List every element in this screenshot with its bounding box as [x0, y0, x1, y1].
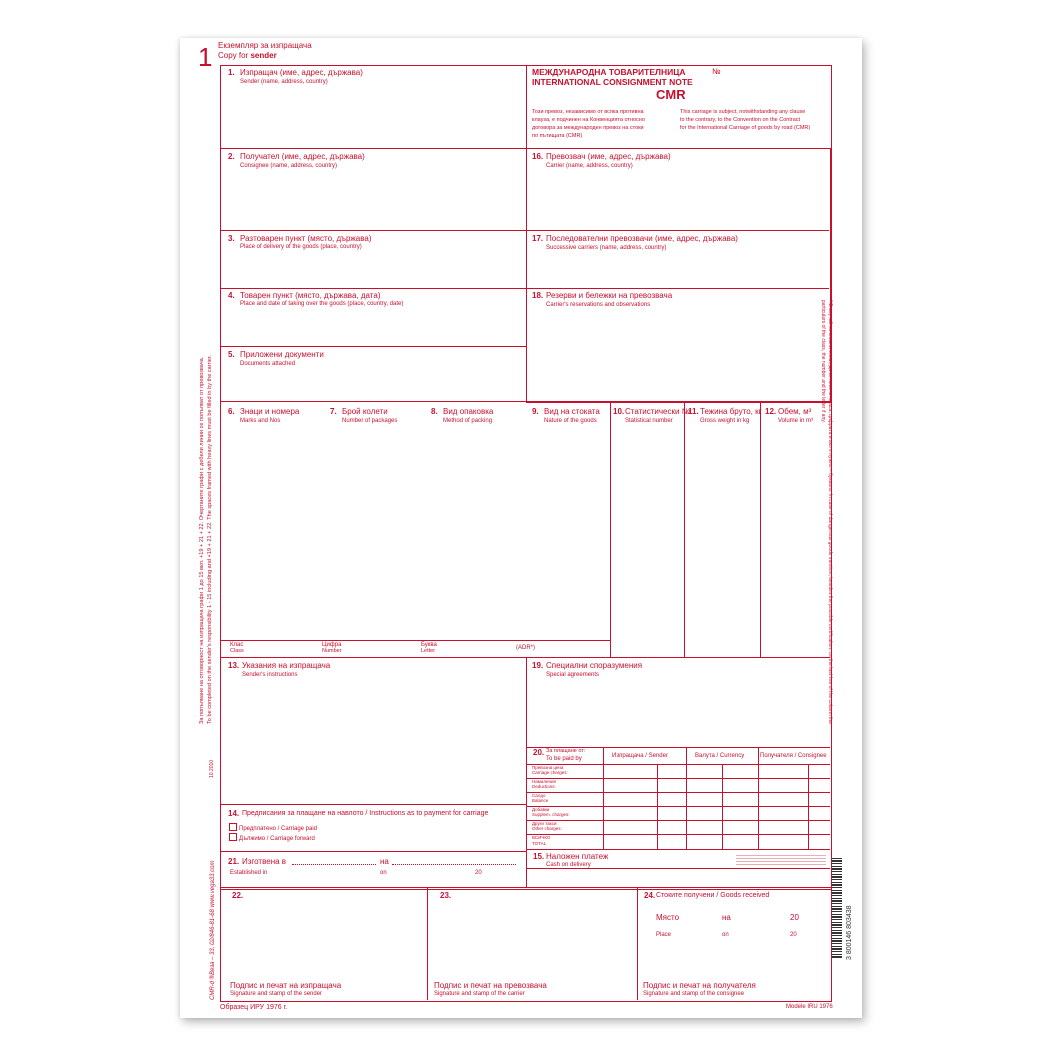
b9-label-en: Nature of the goods	[544, 418, 597, 424]
b14-label: Предписания за плащане на навлото / Instructions as to payment for carriage	[242, 810, 489, 817]
t20-label-en: To be paid by	[546, 756, 582, 762]
vline-23-24	[637, 887, 638, 1000]
t20-row-label-en: Other charges:	[532, 826, 562, 831]
adr-class-bg: Клас	[230, 642, 244, 648]
t20-row2	[526, 792, 830, 793]
line-14-21	[220, 851, 526, 852]
vline-goods-10-11	[684, 401, 685, 657]
clause-bg-2: клауза, е подчинен на Конвенцията относно	[532, 117, 645, 123]
b3-num: 3.	[228, 234, 235, 243]
b24-sig-en: Signature and stamp of the consignee	[643, 991, 745, 997]
b18-label-bg: Резерви и бележки на превозвача	[546, 291, 673, 300]
b14-num: 14.	[228, 809, 240, 818]
t20-label-bg: За плащане от:	[546, 748, 586, 754]
title-bg: МЕЖДУНАРОДНА ТОВАРИТЕЛНИЦА	[532, 67, 686, 77]
t20-vline-1	[603, 747, 604, 849]
b21-label-na: на	[380, 857, 389, 866]
b24-on: on	[722, 932, 729, 938]
clause-en-1: This carriage is subject, notwithstanding any clause	[680, 109, 806, 115]
printer-imprint: CMR-d ®Веза – 33, 02/846-81-68 www.vega33.com	[210, 860, 216, 1000]
clause-en-2: to the contrary, to the Convention on the Contract	[680, 117, 801, 123]
b21-date-dots[interactable]	[392, 864, 516, 865]
carriage-forward-checkbox[interactable]	[229, 833, 315, 842]
b18-label-en: Carrier's reservations and observations	[546, 302, 651, 308]
side-note-en: To be completed on the sender's responsibility 1 - 15 including and +19 + 21 + 22. The spaces framed with heavy lines must be filled in by the carrier.	[207, 355, 213, 724]
b24-year: 20	[790, 913, 799, 922]
b16-label-bg: Превозвач (име, адрес, държава)	[546, 152, 671, 161]
special-agreements-field[interactable]	[528, 682, 826, 745]
b24-sig-bg: Подпис и печат на получателя	[643, 981, 756, 990]
b5-label-en: Documents attached	[240, 361, 296, 367]
copy-number: 1	[198, 42, 213, 72]
checkbox-icon	[229, 823, 237, 831]
line-b3-b4	[220, 288, 526, 289]
b21-label-bg: Изготвена в	[242, 857, 287, 866]
b5-num: 5.	[228, 350, 235, 359]
carrier-reservations-field[interactable]	[528, 312, 826, 398]
b23-sig-en: Signature and stamp of the carrier	[434, 991, 525, 997]
b11-label-en: Gross weight in kg	[700, 418, 750, 424]
carriage-paid-label: Предплатено / Carriage paid	[239, 826, 317, 832]
footer-left: Образец ИРУ 1976 г.	[220, 1004, 288, 1011]
b1-label-en: Sender (name, address, country)	[240, 79, 328, 85]
b13-num: 13.	[228, 661, 240, 670]
b9-num: 9.	[532, 407, 539, 416]
sender-signature-area[interactable]	[222, 904, 425, 980]
t20-row-label-en: Supplem. charges:	[532, 812, 570, 817]
t20-header-bottom	[526, 764, 830, 765]
adr-number-en: Number	[322, 648, 342, 654]
t20-row-label-en: Carriage charges:	[532, 770, 568, 775]
b17-num: 17.	[532, 234, 544, 243]
b21-place-dots[interactable]	[292, 864, 376, 865]
vline-goods-9-10	[610, 401, 611, 657]
line-b16-b17	[526, 230, 829, 231]
b11-num: 11.	[688, 407, 699, 416]
b18-num: 18.	[532, 291, 544, 300]
consignee-signature-area[interactable]	[639, 944, 827, 980]
b8-label-bg: Вид опаковка	[443, 407, 494, 416]
b4-label-en: Place and date of taking over the goods (place, country, date)	[240, 301, 404, 307]
barcode	[832, 858, 842, 958]
carriage-forward-label: Дължимо / Carriage forward	[239, 836, 315, 842]
edition-date: 10.2010	[209, 759, 215, 778]
b19-label-en: Special agreements	[546, 672, 600, 678]
t20-num: 20.	[533, 748, 545, 757]
b4-num: 4.	[228, 291, 235, 300]
t20-row-label-en: TOTAL	[532, 841, 547, 846]
vline-goods-11-12	[760, 401, 761, 657]
b15-label-en: Cash on delivery	[546, 862, 591, 868]
line-goods-bottom	[220, 657, 830, 658]
dangerous-goods-note: * В случай на опасни стоки, да се посочи: класа, цифрата и ако е нужно – буквата. In case of dangerous goods mention, besides the possible certification, on the last line of the column the particulars of the class, the number and the letter if any.	[820, 300, 833, 724]
b13-label-bg: Указания на изпращача	[242, 661, 331, 670]
adr-label: (ADR*)	[516, 645, 535, 651]
line-b4-b5	[220, 346, 526, 347]
clause-bg-4: по пътищата (CMR)	[532, 133, 583, 139]
b21-label-on: on	[380, 870, 387, 876]
line-b5-goods	[220, 401, 830, 402]
b15-label-bg: Наложен платеж	[546, 852, 609, 861]
title-cmr: CMR	[656, 87, 686, 102]
vline-top-middle	[526, 65, 527, 401]
adr-letter-en: Letter	[421, 648, 436, 654]
b21-year: 20	[475, 870, 482, 876]
clause-bg-1: Този превоз, независимо от всяка противна	[532, 109, 644, 115]
b9-label-bg: Вид на стоката	[544, 407, 600, 416]
b24-label: Стоките получени / Goods received	[656, 892, 770, 899]
line-b17-b18	[526, 288, 829, 289]
t20-row6	[526, 849, 830, 850]
line-15-bottom	[526, 868, 830, 869]
copy-label-en: Copy for sender	[218, 51, 277, 60]
b6-num: 6.	[228, 407, 235, 416]
b12-num: 12.	[765, 407, 777, 416]
b1-label-bg: Изпращач (име, адрес, държава)	[240, 68, 363, 77]
b7-label-bg: Брой колети	[342, 407, 388, 416]
b19-label-bg: Специални споразумения	[546, 661, 643, 670]
clause-bg-3: договора за международен превоз на стоки	[532, 125, 644, 131]
t20-row-label-en: Balance	[532, 798, 549, 803]
t20-vline-3	[686, 747, 687, 849]
b10-label-bg: Статистически №	[625, 407, 691, 416]
line-adr-top	[220, 640, 610, 641]
b7-label-en: Number of packages	[342, 418, 398, 424]
adr-letter-bg: Буква	[421, 642, 437, 648]
t20-row-label-bg: ВСИЧКО	[532, 835, 551, 840]
t20-row-label-bg: Салдо	[532, 793, 546, 798]
b6-label-en: Marks and Nos	[240, 418, 281, 424]
b2-label-en: Consignee (name, address, country)	[240, 163, 338, 169]
t20-col-currency: Валута / Currency	[695, 753, 745, 759]
b6-label-bg: Знаци и номера	[240, 407, 300, 416]
b3-label-bg: Разтоварен пункт (място, държава)	[240, 234, 372, 243]
b8-num: 8.	[431, 407, 438, 416]
t20-row-label-bg: Добавки	[532, 807, 550, 812]
line-b1-b2	[220, 148, 526, 149]
b7-num: 7.	[330, 407, 337, 416]
b24-place-bg: Място	[656, 913, 680, 922]
b21-label-en: Established in	[230, 870, 268, 876]
b10-num: 10.	[613, 407, 625, 416]
b10-label-en: Statistical number	[625, 418, 673, 424]
t20-row-label-bg: Други такси	[532, 821, 557, 826]
checkbox-icon	[229, 833, 237, 841]
documents-attached-field[interactable]	[222, 370, 524, 399]
t20-vline-5	[758, 747, 759, 849]
sender-field[interactable]	[222, 88, 524, 146]
b2-num: 2.	[228, 152, 235, 161]
t20-col-sender: Изпращача / Sender	[612, 753, 668, 759]
b11-label-bg: Тежина бруто, кг	[700, 407, 762, 416]
line-b2-b3	[220, 230, 526, 231]
carrier-signature-area[interactable]	[429, 904, 635, 980]
barcode-digits: 3 800146 803438	[846, 905, 853, 960]
successive-carriers-field[interactable]	[528, 254, 826, 286]
carrier-field[interactable]	[528, 172, 826, 228]
consignee-field[interactable]	[222, 172, 524, 228]
t20-row-label-bg: Намаления	[532, 779, 556, 784]
side-note-bg: За попълване на отговорност на изпращача графи 1 до 15 вкл. +19 + 21 + 22. Очертаните графи с дебели линии се попълват от превозвача.	[199, 356, 205, 724]
t20-row1	[526, 778, 830, 779]
b24-year2: 20	[790, 932, 797, 938]
delivery-place-field[interactable]	[222, 252, 524, 286]
sender-instructions-field[interactable]	[222, 682, 524, 802]
b22-sig-en: Signature and stamp of the sender	[230, 991, 323, 997]
b2-label-bg: Получател (име, адрес, държава)	[240, 152, 365, 161]
b16-label-en: Carrier (name, address, country)	[546, 163, 633, 169]
b1-num: 1.	[228, 68, 235, 77]
taking-over-field[interactable]	[222, 310, 524, 344]
b19-num: 19.	[532, 661, 544, 670]
b22-sig-bg: Подпис и печат на изпращача	[230, 981, 342, 990]
b24-num: 24.	[644, 891, 656, 900]
b12-label-en: Volume in m³	[778, 418, 814, 424]
b23-num: 23.	[440, 891, 452, 900]
t20-vline-6	[808, 764, 809, 849]
cash-on-delivery-field[interactable]	[736, 853, 826, 865]
b24-place-en: Place	[656, 932, 672, 938]
copy-label-bg: Екземпляр за изпращача	[218, 41, 312, 50]
t20-row4	[526, 820, 830, 821]
b5-label-bg: Приложени документи	[240, 350, 324, 359]
goods-description-field[interactable]	[222, 430, 608, 638]
t20-row3	[526, 806, 830, 807]
footer-right: Modele IRU 1976	[786, 1004, 833, 1010]
b8-label-en: Method of packing	[443, 418, 493, 424]
t20-row-label-bg: Превозна цена	[532, 765, 564, 770]
t20-row5	[526, 834, 830, 835]
b15-num: 15.	[533, 852, 545, 861]
t20-vline-2	[657, 764, 658, 849]
vline-13-19	[526, 657, 527, 887]
t20-vline-4	[722, 764, 723, 849]
adr-number-bg: Цифра	[322, 642, 342, 648]
t20-col-consignee: Получателя / Consignee	[760, 753, 827, 759]
title-en: INTERNATIONAL CONSIGNMENT NOTE	[532, 77, 693, 87]
t20-row-label-en: Deductions:	[532, 784, 556, 789]
vline-22-23	[427, 887, 428, 1000]
line-13-14	[220, 804, 526, 805]
adr-class-en: Class	[230, 648, 244, 654]
b13-label-en: Sender's instructions	[242, 672, 298, 678]
b21-num: 21.	[228, 857, 240, 866]
clause-en-3: for the International Carriage of goods by road (CMR)	[680, 125, 811, 131]
b17-label-en: Successive carriers (name, address, country)	[546, 245, 667, 251]
title-number-label: №	[712, 67, 721, 76]
b24-na: на	[722, 913, 731, 922]
b16-num: 16.	[532, 152, 544, 161]
b3-label-en: Place of delivery of the goods (place, country)	[240, 244, 362, 250]
b22-num: 22.	[232, 891, 244, 900]
b23-sig-bg: Подпис и печат на превозвача	[434, 981, 547, 990]
carriage-paid-checkbox[interactable]	[229, 823, 317, 832]
b17-label-bg: Последователни превозвачи (име, адрес, държава)	[546, 234, 738, 243]
b4-label-bg: Товарен пункт (място, държава, дата)	[240, 291, 381, 300]
b12-label-bg: Обем, м³	[778, 407, 812, 416]
